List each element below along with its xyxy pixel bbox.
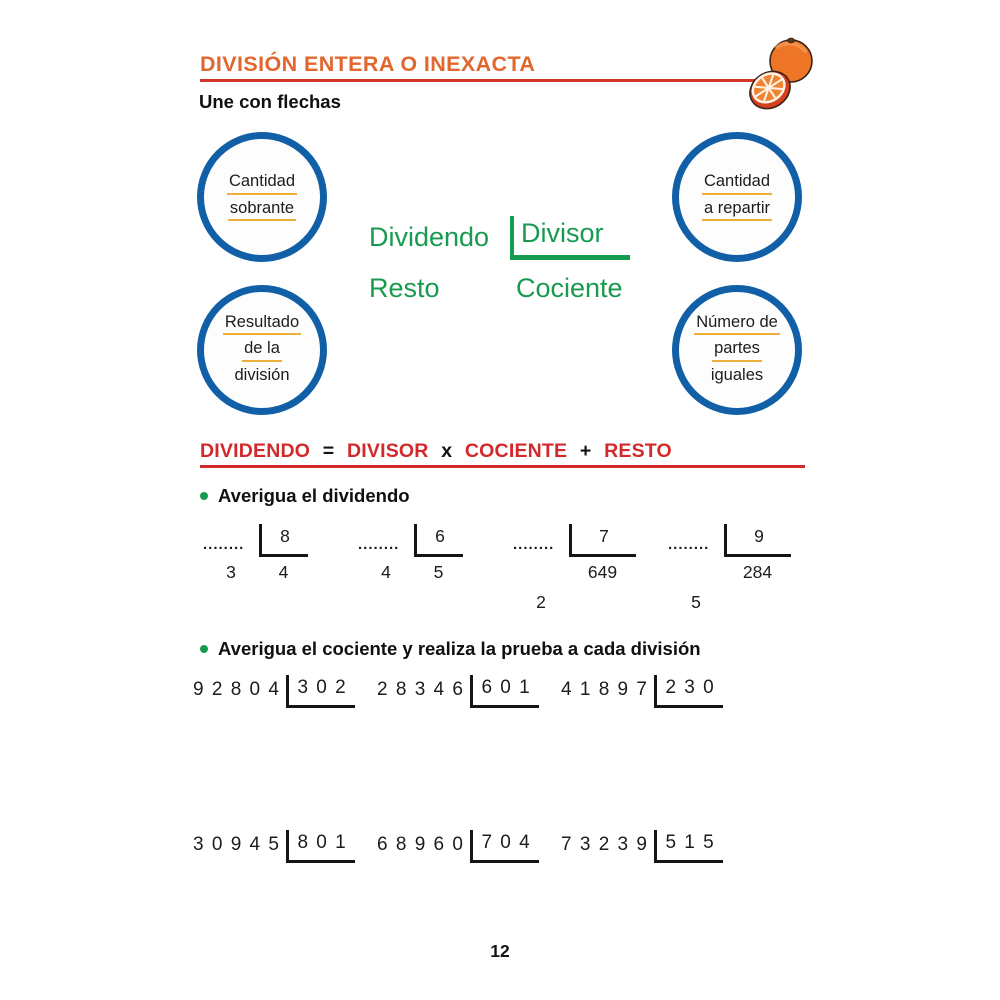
empty-cell [513, 562, 569, 583]
dividend-placeholder: ........ [513, 537, 555, 553]
page-number: 12 [490, 941, 510, 961]
dividend-placeholder: ........ [668, 537, 710, 553]
divisor-value: 2 3 0 [665, 677, 716, 698]
section1-heading [200, 485, 410, 507]
bubble-line: de la [242, 340, 282, 362]
remainder-value: 3 [226, 562, 236, 582]
remainder-value: 2 [536, 592, 546, 612]
diagram-divisor-label: Divisor [521, 218, 604, 248]
section1-heading-text: Averigua el dividendo [218, 485, 410, 506]
section2-heading [200, 638, 701, 660]
diagram-bottom-row [369, 273, 630, 304]
divisor-bracket [569, 524, 636, 557]
diagram-resto-label: Resto [369, 273, 440, 303]
divisor-value: 8 0 1 [297, 832, 348, 853]
diagram-dividendo-label: Dividendo [369, 222, 490, 252]
divisor-bracket [286, 830, 355, 863]
exercise-top [203, 524, 358, 557]
dividend-value: 9 2 8 0 4 [193, 679, 281, 700]
orange-fruit-icon [746, 36, 816, 114]
bubble-cantidad-sobrante [197, 132, 327, 262]
bullet-icon [200, 492, 208, 500]
exercise-bottom [668, 562, 823, 583]
division-problem [193, 830, 377, 863]
bubble-cantidad-a-repartir [672, 132, 802, 262]
divisor-bracket [654, 830, 723, 863]
instruction-une-con-flechas: Une con flechas [199, 91, 341, 112]
bubble-line: Resultado [223, 314, 301, 336]
division-bracket [510, 216, 630, 260]
quotient-value: 649 [587, 562, 618, 582]
title-rule [200, 79, 760, 82]
formula-cociente: COCIENTE [464, 440, 568, 462]
formula-dividendo: DIVIDENDO [200, 440, 311, 462]
section2-heading-text: Averigua el cociente y realiza la prueba a cada división [218, 638, 701, 659]
exercise-bottom [203, 562, 358, 583]
empty-cell [668, 562, 724, 583]
formula-plus: + [579, 440, 592, 462]
exercise-remainder-row [668, 592, 823, 613]
dividend-value: 2 8 3 4 6 [377, 679, 465, 700]
find-quotient-row-2 [193, 830, 745, 863]
bubble-line: Cantidad [702, 173, 772, 195]
division-formula [200, 440, 679, 463]
exercise-top [358, 524, 513, 557]
divisor-bracket [654, 675, 723, 708]
exercise-remainder-row [513, 592, 668, 613]
divisor-value: 9 [754, 526, 764, 546]
formula-resto: RESTO [604, 440, 672, 462]
bubble-resultado-division [197, 285, 327, 415]
dividend-value: 6 8 9 6 0 [377, 834, 465, 855]
division-problem [377, 830, 561, 863]
bullet-icon [200, 645, 208, 653]
divisor-bracket [470, 675, 539, 708]
division-exercise [203, 524, 358, 613]
divisor-value: 7 [599, 526, 609, 546]
exercise-bottom [513, 562, 668, 583]
remainder-value: 4 [381, 562, 391, 582]
quotient-value: 5 [433, 562, 444, 582]
division-exercise [358, 524, 513, 613]
bubble-line: sobrante [228, 200, 296, 222]
formula-divisor: DIVISOR [347, 440, 429, 462]
find-dividend-exercises [203, 524, 823, 613]
dividend-value: 4 1 8 9 7 [561, 679, 649, 700]
division-problem [193, 675, 377, 708]
divisor-value: 6 [435, 526, 445, 546]
division-diagram [369, 216, 630, 304]
bubble-line: iguales [710, 365, 764, 384]
remainder-value: 5 [691, 592, 701, 612]
divisor-bracket [724, 524, 791, 557]
page-title: DIVISIÓN ENTERA O INEXACTA [200, 52, 536, 76]
quotient-value: 4 [278, 562, 289, 582]
divisor-bracket [470, 830, 539, 863]
divisor-bracket [286, 675, 355, 708]
divisor-value: 5 1 5 [665, 832, 716, 853]
formula-times: x [441, 440, 453, 462]
exercise-top [668, 524, 823, 557]
diagram-top-row [369, 216, 630, 260]
divisor-bracket [259, 524, 308, 557]
divisor-value: 7 0 4 [481, 832, 532, 853]
divisor-value: 6 0 1 [481, 677, 532, 698]
bubble-line: Número de [694, 314, 780, 336]
dividend-value: 7 3 2 3 9 [561, 834, 649, 855]
dividend-placeholder: ........ [203, 537, 245, 553]
formula-equals: = [322, 440, 335, 462]
dividend-value: 3 0 9 4 5 [193, 834, 281, 855]
division-problem [561, 675, 745, 708]
division-exercise [513, 524, 668, 613]
quotient-value: 284 [742, 562, 773, 582]
division-problem [377, 675, 561, 708]
bubble-line: Cantidad [227, 173, 297, 195]
formula-rule [200, 465, 805, 468]
bubble-line: partes [712, 340, 762, 362]
divisor-value: 8 [280, 526, 290, 546]
divisor-value: 3 0 2 [297, 677, 348, 698]
bubble-line: división [234, 365, 290, 384]
division-exercise [668, 524, 823, 613]
find-quotient-row-1 [193, 675, 745, 708]
division-problem [561, 830, 745, 863]
diagram-cociente-label: Cociente [516, 273, 623, 303]
exercise-top [513, 524, 668, 557]
divisor-bracket [414, 524, 463, 557]
dividend-placeholder: ........ [358, 537, 400, 553]
exercise-bottom [358, 562, 513, 583]
bubble-line: a repartir [702, 200, 772, 222]
bubble-numero-partes-iguales [672, 285, 802, 415]
